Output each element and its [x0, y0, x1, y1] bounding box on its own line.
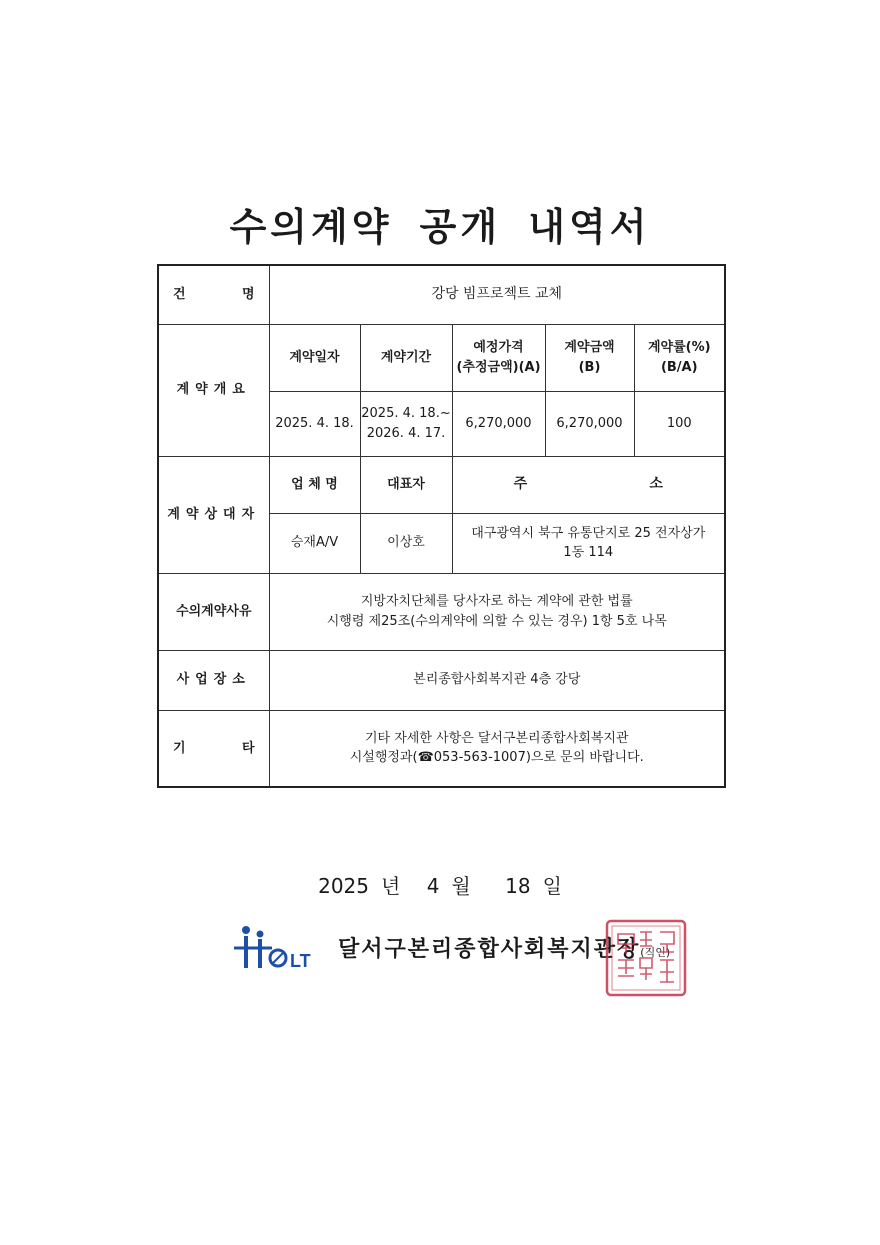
- header-address: 주 소: [452, 456, 725, 513]
- header-representative: 대표자: [360, 456, 452, 513]
- value-contract-amount: 6,270,000: [545, 391, 634, 456]
- header-company: 업 체 명: [269, 456, 360, 513]
- item-label: 건 명: [158, 265, 269, 324]
- counterparty-label: 계약상대자: [158, 456, 269, 573]
- organization-name: 달서구본리종합사회복지관장(직인): [338, 937, 671, 962]
- header-contract-rate: 계약률(%) (B/A): [634, 324, 725, 391]
- item-value: 강당 빔프로젝트 교체: [269, 265, 725, 324]
- contract-disclosure-table: [157, 264, 726, 788]
- official-seal-icon: [604, 918, 688, 998]
- holt-logo-icon: [232, 922, 326, 974]
- table-row-item: [158, 265, 725, 324]
- value-contract-period: 2025. 4. 18.~ 2026. 4. 17.: [360, 391, 452, 456]
- header-contract-date: 계약일자: [269, 324, 360, 391]
- value-contract-rate: 100: [634, 391, 725, 456]
- location-label: 사업장소: [158, 650, 269, 710]
- table-row-counterparty-headers: [158, 456, 725, 513]
- etc-value: 기타 자세한 사항은 달서구본리종합사회복지관 시설행정과(☎053-563-1007)으로 문의 바랍니다.: [269, 710, 725, 787]
- header-contract-period: 계약기간: [360, 324, 452, 391]
- reason-value: 지방자치단체를 당사자로 하는 계약에 관한 법률 시행령 제25조(수의계약에 의할 수 있는 경우) 1항 5호 나목: [269, 573, 725, 650]
- reason-label: 수의계약사유: [158, 573, 269, 650]
- header-contract-amount: 계약금액 (B): [545, 324, 634, 391]
- document-date: 2025 년 4 월 18 일: [318, 874, 562, 898]
- signature-block: [232, 918, 702, 1008]
- value-company: 승재A/V: [269, 513, 360, 573]
- table-row-reason: [158, 573, 725, 650]
- overview-label: 계약개요: [158, 324, 269, 456]
- svg-text:LT: LT: [290, 951, 311, 971]
- value-representative: 이상호: [360, 513, 452, 573]
- header-estimated-price: 예정가격 (추정금액)(A): [452, 324, 545, 391]
- value-contract-date: 2025. 4. 18.: [269, 391, 360, 456]
- value-estimated-price: 6,270,000: [452, 391, 545, 456]
- location-value: 본리종합사회복지관 4층 강당: [269, 650, 725, 710]
- value-address: 대구광역시 북구 유통단지로 25 전자상가 1동 114: [452, 513, 725, 573]
- page-title: 수의계약 공개 내역서: [229, 205, 651, 249]
- table-row-location: [158, 650, 725, 710]
- table-row-overview-headers: [158, 324, 725, 391]
- table-row-etc: [158, 710, 725, 787]
- etc-label: 기 타: [158, 710, 269, 787]
